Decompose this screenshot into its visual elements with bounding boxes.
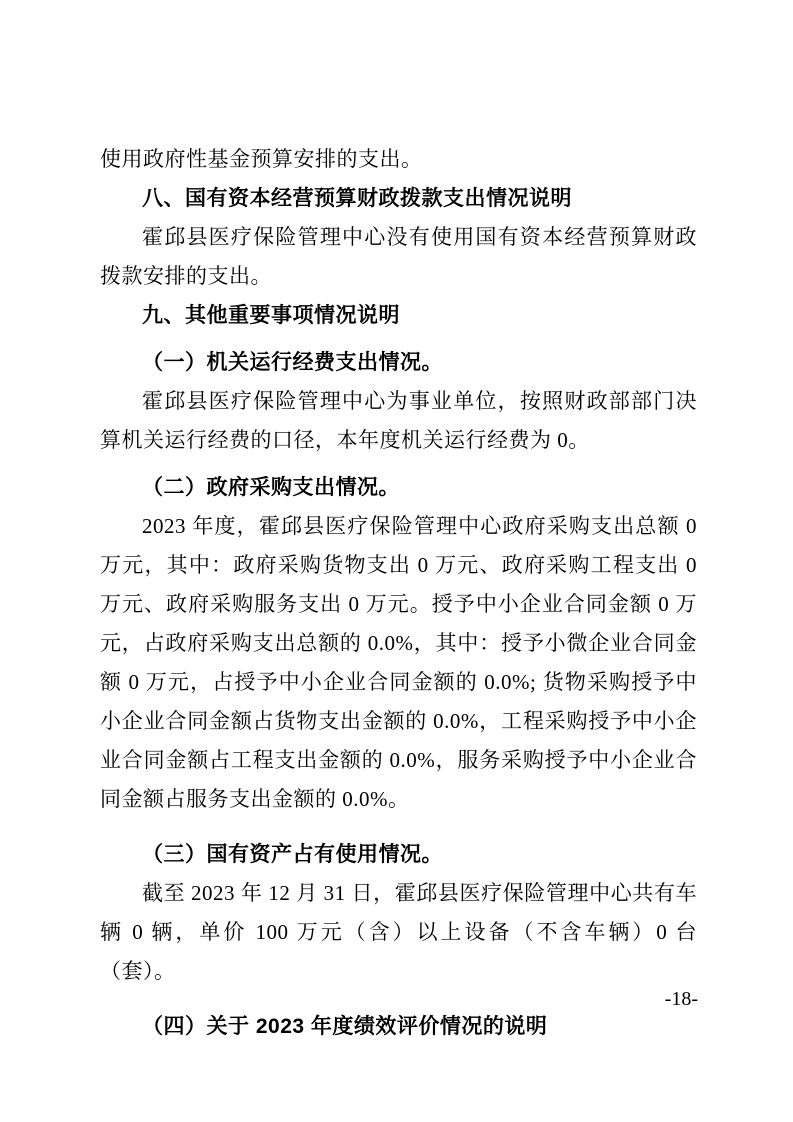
paragraph-item-3: 截至 2023 年 12 月 31 日，霍邱县医疗保险管理中心共有车辆 0 辆，单价 100 万元（含）以上设备（不含车辆）0 台（套）。 (100, 881, 697, 983)
heading-section-8-state-capital: 八、国有资本经营预算财政拨款支出情况说明 (142, 187, 572, 210)
heading-item-2-government-procurement: （二）政府采购支出情况。 (142, 476, 400, 499)
paragraph-item-2: 2023 年度，霍邱县医疗保险管理中心政府采购支出总额 0 万元，其中：政府采购货物支出 0 万元、政府采购工程支出 0 万元、政府采购服务支出 0 万元。授予中小企业合同金额 0 万元，占政府采购支出总额的 0.0%，其中：授予小微企业合同金额 0 万元，占授予中小企业合同金额的 0.0%; 货物采购授予中小企业合同金额占货物支出金额的 0.0%，工程采购授予中小企业合同金额占工程支出金额的 0.0%，服务采购授予中小企业合同金额占服务支出金额的 0.0%。 (100, 514, 697, 811)
paragraph-section-8: 霍邱县医疗保险管理中心没有使用国有资本经营预算财政拨款安排的支出。 (100, 225, 697, 288)
paragraph-fund-budget-continuation: 使用政府性基金预算安排的支出。 (100, 147, 423, 171)
heading-item-3-state-assets: （三）国有资产占有使用情况。 (142, 843, 443, 866)
document-body (100, 140, 697, 1046)
heading-item-4-performance-evaluation: （四）关于 2023 年度绩效评价情况的说明 (142, 1015, 548, 1038)
heading-item-1-operating-expense: （一）机关运行经费支出情况。 (142, 351, 443, 374)
heading-section-9-other-matters: 九、其他重要事项情况说明 (142, 304, 400, 327)
page-number: -18- (664, 988, 698, 1010)
paragraph-item-1: 霍邱县医疗保险管理中心为事业单位，按照财政部部门决算机关运行经费的口径，本年度机关运行经费为 0。 (100, 389, 697, 452)
